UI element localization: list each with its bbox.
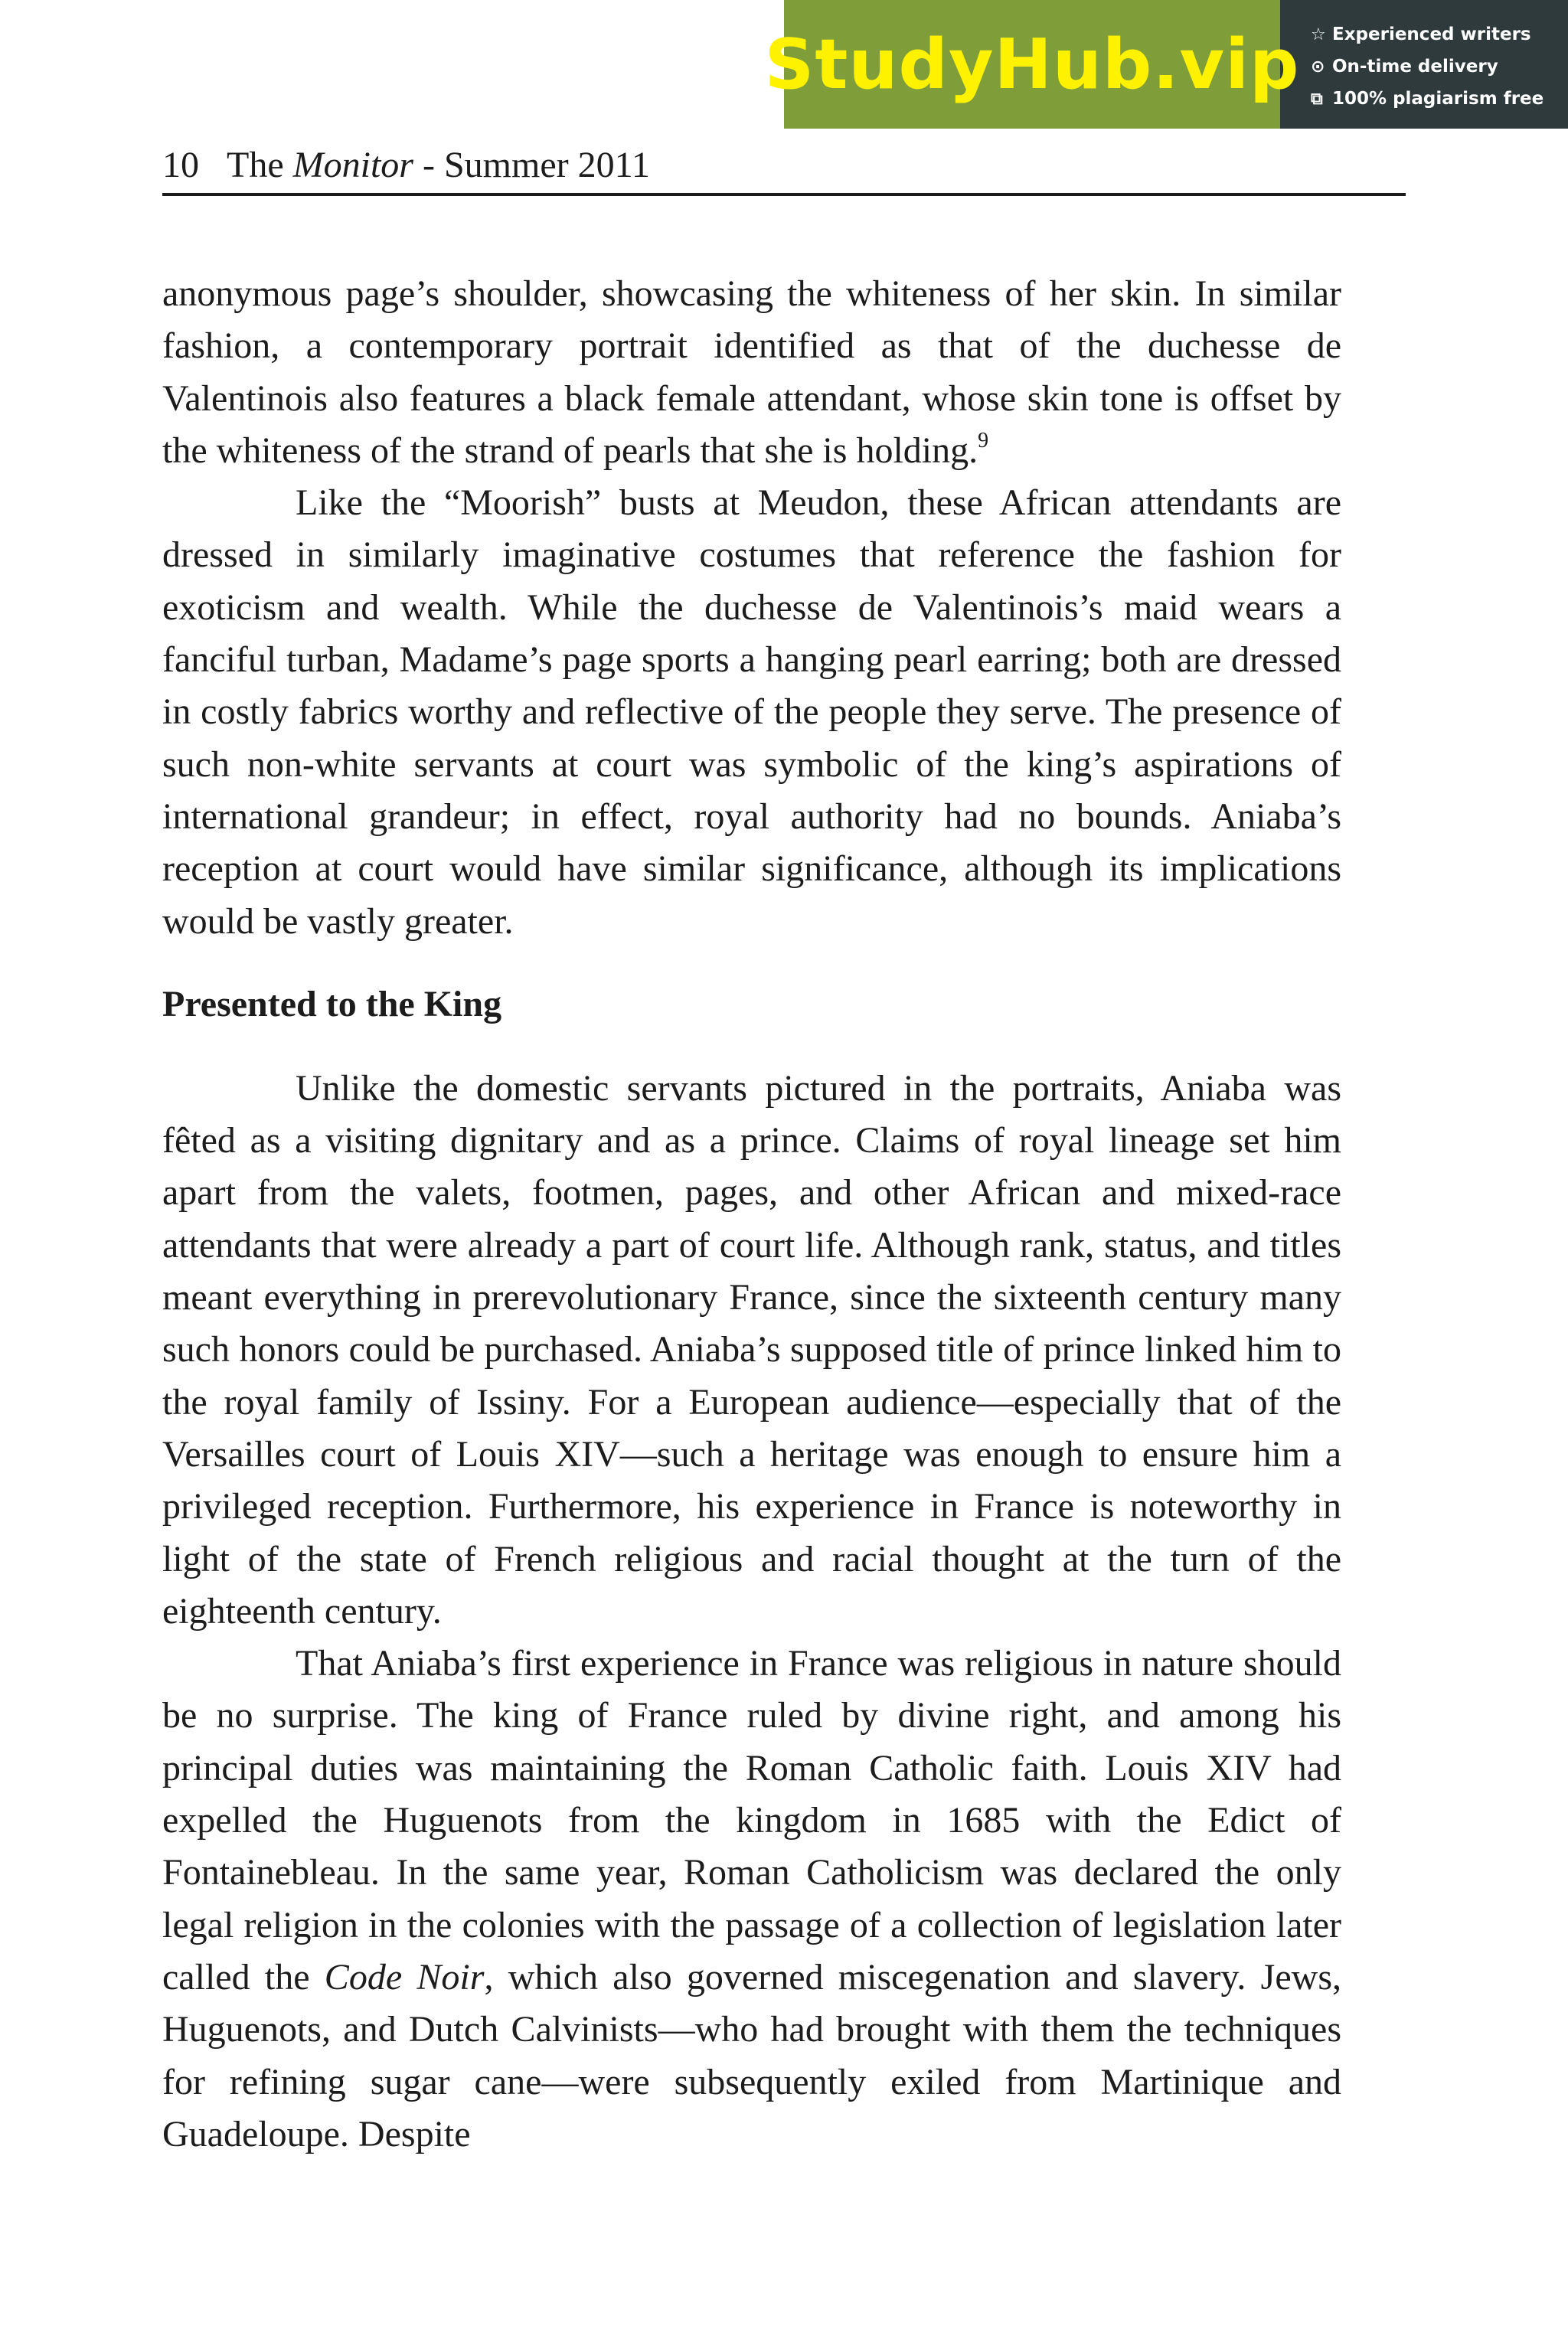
section-heading: Presented to the King — [162, 983, 502, 1024]
footnote-marker: 9 — [978, 428, 989, 452]
article-body — [162, 268, 1341, 2161]
star-outline-icon: ☆ — [1311, 24, 1326, 44]
paragraph: Unlike the domestic servants pictured in the portraits, Aniaba was fêted as a visiting dignitary and as a prince. Claims of royal lineage set him apart from the valets, footmen, pages, and other African and mixed-race attendants that were already a part of court life. Although rank, status, and titles meant everything in prerevolutionary France, since the sixteenth century many such honors could be purchased. Aniaba’s supposed title of prince linked him to the royal family of Issiny. For a European audience—especially that of the Versailles court of Louis XIV—such a heritage was enough to ensure him a privileged reception. Furthermore, his experience in France is noteworthy in light of the state of French religious and racial thought at the turn of the eighteenth century. — [162, 1067, 1341, 1632]
paragraph-text: anonymous page’s shoulder, showcasing the whiteness of her skin. In similar fashion, a contemporary portrait identified as that of the duchesse de Valentinois also features a black female attendant, whose skin tone is offset by the whiteness of the strand of pearls that she is holding. — [162, 273, 1341, 471]
paragraph — [162, 268, 1341, 477]
banner-feature-label: 100% plagiarism free — [1332, 89, 1544, 109]
journal-prefix: The — [227, 145, 284, 185]
banner-feature-label: On-time delivery — [1332, 57, 1498, 77]
banner-logo-box[interactable] — [764, 0, 1300, 129]
ad-banner[interactable] — [764, 0, 1568, 129]
running-head — [162, 138, 1406, 193]
paragraph-text: , which also governed miscegenation and slavery. Jews, Huguenots, and Dutch Calvinists—who had brought with them the techniques for refining sugar cane—were subsequently exiled from Martinique and Guadeloupe. Despite — [162, 1956, 1341, 2154]
paragraph: Like the “Moorish” busts at Meudon, these African attendants are dressed in similarly imaginative costumes that reference the fashion for exoticism and wealth. While the duchesse de Valentinois’s maid wears a fanciful turban, Madame’s page sports a hanging pearl earring; both are dressed in costly fabrics worthy and reflective of the people they serve. The presence of such non-white servants at court was symbolic of the king’s aspirations of international grandeur; in effect, royal authority had no bounds. Aniaba’s reception at court would have similar significance, although its implications would be vastly greater. — [162, 482, 1341, 942]
banner-logo[interactable]: StudyHub.vip — [764, 24, 1300, 105]
banner-features — [1280, 0, 1568, 129]
clock-icon: ⊙ — [1311, 57, 1325, 77]
journal-title: Monitor — [292, 145, 413, 185]
copy-check-icon: ⧉ — [1311, 89, 1323, 109]
banner-feature-label: Experienced writers — [1332, 24, 1531, 44]
paragraph-text: That Aniaba’s first experience in France was religious in nature should be no surprise. The king of France ruled by divine right, and among his principal duties was maintaining the Roman Catholic faith. Louis XIV had expelled the Huguenots from the kingdom in 1685 with the Edict of Fontainebleau. In the same year, Roman Catholicism was declared the only legal religion in the colonies with the passage of a collection of legislation later called the — [162, 1643, 1341, 1998]
page-number: 10 — [162, 145, 199, 185]
paragraph — [162, 1638, 1341, 2161]
banner-feature — [1311, 83, 1568, 115]
header-rule — [162, 193, 1406, 196]
banner-feature — [1311, 51, 1568, 83]
journal-issue: - Summer 2011 — [422, 145, 650, 185]
banner-feature — [1311, 18, 1568, 51]
italic-title: Code Noir — [324, 1956, 485, 1998]
